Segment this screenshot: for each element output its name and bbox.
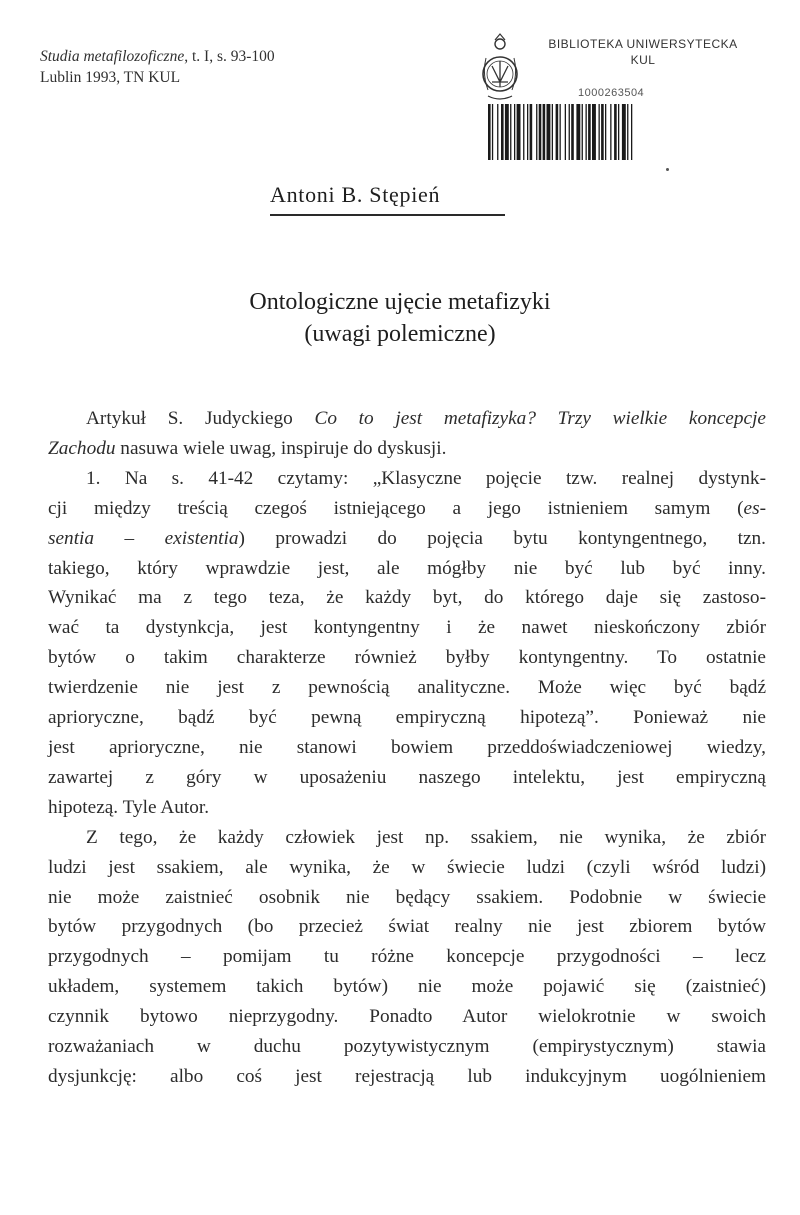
text-segment: rozważaniach w duchu pozytywistycznym (empirystycznym) stawia bbox=[48, 1036, 766, 1058]
text-line bbox=[48, 494, 766, 524]
text-segment: bytów przygodnych (bo przecież świat realny nie jest zbiorem bytów bbox=[48, 916, 766, 938]
volume-pages: , t. I, s. 93-100 bbox=[184, 48, 275, 65]
text-line bbox=[48, 464, 766, 494]
title-subtitle: (uwagi polemiczne) bbox=[304, 321, 496, 347]
text-line bbox=[48, 613, 766, 643]
publisher-line: Lublin 1993, TN KUL bbox=[40, 69, 181, 86]
text-segment: 1. Na s. 41-42 czytamy: „Klasyczne pojęcie tzw. realnej dystynk- bbox=[86, 467, 766, 489]
italic-text: es- bbox=[743, 497, 766, 519]
catalog-number: 1000263504 bbox=[578, 87, 645, 99]
text-line bbox=[48, 554, 766, 584]
text-segment: cji między treścią czegoś istniejącego a jego istnieniem samym ( bbox=[48, 497, 744, 519]
text-line bbox=[48, 404, 766, 434]
text-line bbox=[48, 733, 766, 763]
text-segment: ) prowadzi do pojęcia bytu kontyngentnego, tzn. bbox=[238, 527, 766, 549]
text-segment: Wynikać ma z tego teza, że każdy byt, do którego daje się zastoso- bbox=[48, 587, 766, 609]
text-segment: czynnik bytowo nieprzygodny. Ponadto Autor wielokrotnie w swoich bbox=[48, 1006, 766, 1028]
article-title bbox=[0, 286, 800, 350]
text-segment: Z tego, że każdy człowiek jest np. ssakiem, nie wynika, że zbiór bbox=[86, 826, 766, 848]
italic-text: sentia – existentia bbox=[48, 527, 239, 549]
author-underline bbox=[270, 214, 505, 216]
text-segment: przygodnych – pomijam tu różne koncepcje przygodności – lecz bbox=[48, 946, 766, 968]
text-line bbox=[48, 703, 766, 733]
text-segment: wać ta dystynkcja, jest kontyngentny i że nawet nieskończony zbiór bbox=[48, 617, 766, 639]
text-line bbox=[48, 434, 766, 464]
text-line bbox=[48, 823, 766, 853]
text-segment: zawartej z góry w uposażeniu naszego intelektu, jest empiryczną bbox=[48, 766, 766, 788]
text-line bbox=[48, 883, 766, 913]
text-segment: bytów o takim charakterze również byłby kontyngentny. To ostatnie bbox=[48, 647, 766, 669]
library-name bbox=[526, 36, 760, 68]
library-name-line1: BIBLIOTEKA UNIWERSYTECKA bbox=[548, 37, 738, 51]
article-body bbox=[48, 404, 766, 1092]
text-segment: Artykuł S. Judyckiego bbox=[86, 408, 315, 429]
library-stamp bbox=[478, 30, 763, 170]
text-line bbox=[48, 942, 766, 972]
title-line1: Ontologiczne ujęcie metafizyki bbox=[249, 289, 551, 315]
text-line bbox=[48, 763, 766, 793]
text-segment: układem, systemem takich bytów) nie może pojawić się (zaistnieć) bbox=[48, 976, 766, 998]
text-line bbox=[48, 673, 766, 703]
author-block bbox=[270, 182, 510, 216]
text-segment: twierdzenie nie jest z pewnością analityczne. Może więc być bądź bbox=[48, 677, 766, 699]
series-title: Studia metafilozoficzne bbox=[40, 48, 185, 65]
text-line bbox=[48, 1032, 766, 1062]
text-segment: aprioryczne, bądź być pewną empiryczną hipotezą”. Ponieważ nie bbox=[48, 707, 766, 729]
text-line bbox=[48, 643, 766, 673]
italic-text: Co to jest metafizyka? Trzy wielkie koncepcje bbox=[314, 408, 766, 429]
text-line bbox=[48, 583, 766, 613]
text-segment: ludzi jest ssakiem, ale wynika, że w świecie ludzi (czyli wśród ludzi) bbox=[48, 856, 766, 878]
text-line bbox=[48, 524, 766, 554]
publication-header bbox=[40, 46, 275, 88]
margin-dot bbox=[666, 168, 669, 171]
text-line bbox=[48, 1002, 766, 1032]
university-seal-icon bbox=[478, 30, 522, 104]
barcode-icon bbox=[488, 104, 734, 160]
text-segment: nie może zaistnieć osobnik nie będący ssakiem. Podobnie w świecie bbox=[48, 886, 766, 908]
text-line bbox=[48, 912, 766, 942]
citation-line bbox=[40, 46, 275, 67]
text-line bbox=[48, 1062, 766, 1092]
italic-text: Zachodu bbox=[48, 437, 116, 459]
text-line bbox=[48, 793, 766, 823]
text-segment: jest aprioryczne, nie stanowi bowiem przeddoświadczeniowej wiedzy, bbox=[48, 736, 766, 758]
text-line bbox=[48, 853, 766, 883]
author-name: Antoni B. Stępień bbox=[270, 182, 441, 207]
text-segment: hipotezą. Tyle Autor. bbox=[48, 796, 210, 818]
text-segment: nasuwa wiele uwag, inspiruje do dyskusji. bbox=[115, 437, 447, 459]
library-name-line2: KUL bbox=[630, 53, 656, 67]
text-segment: dysjunkcję: albo coś jest rejestracją lub indukcyjnym uogólnieniem bbox=[48, 1065, 766, 1087]
text-segment: takiego, który wprawdzie jest, ale mógłby nie być lub być inny. bbox=[48, 557, 766, 579]
text-line bbox=[48, 972, 766, 1002]
